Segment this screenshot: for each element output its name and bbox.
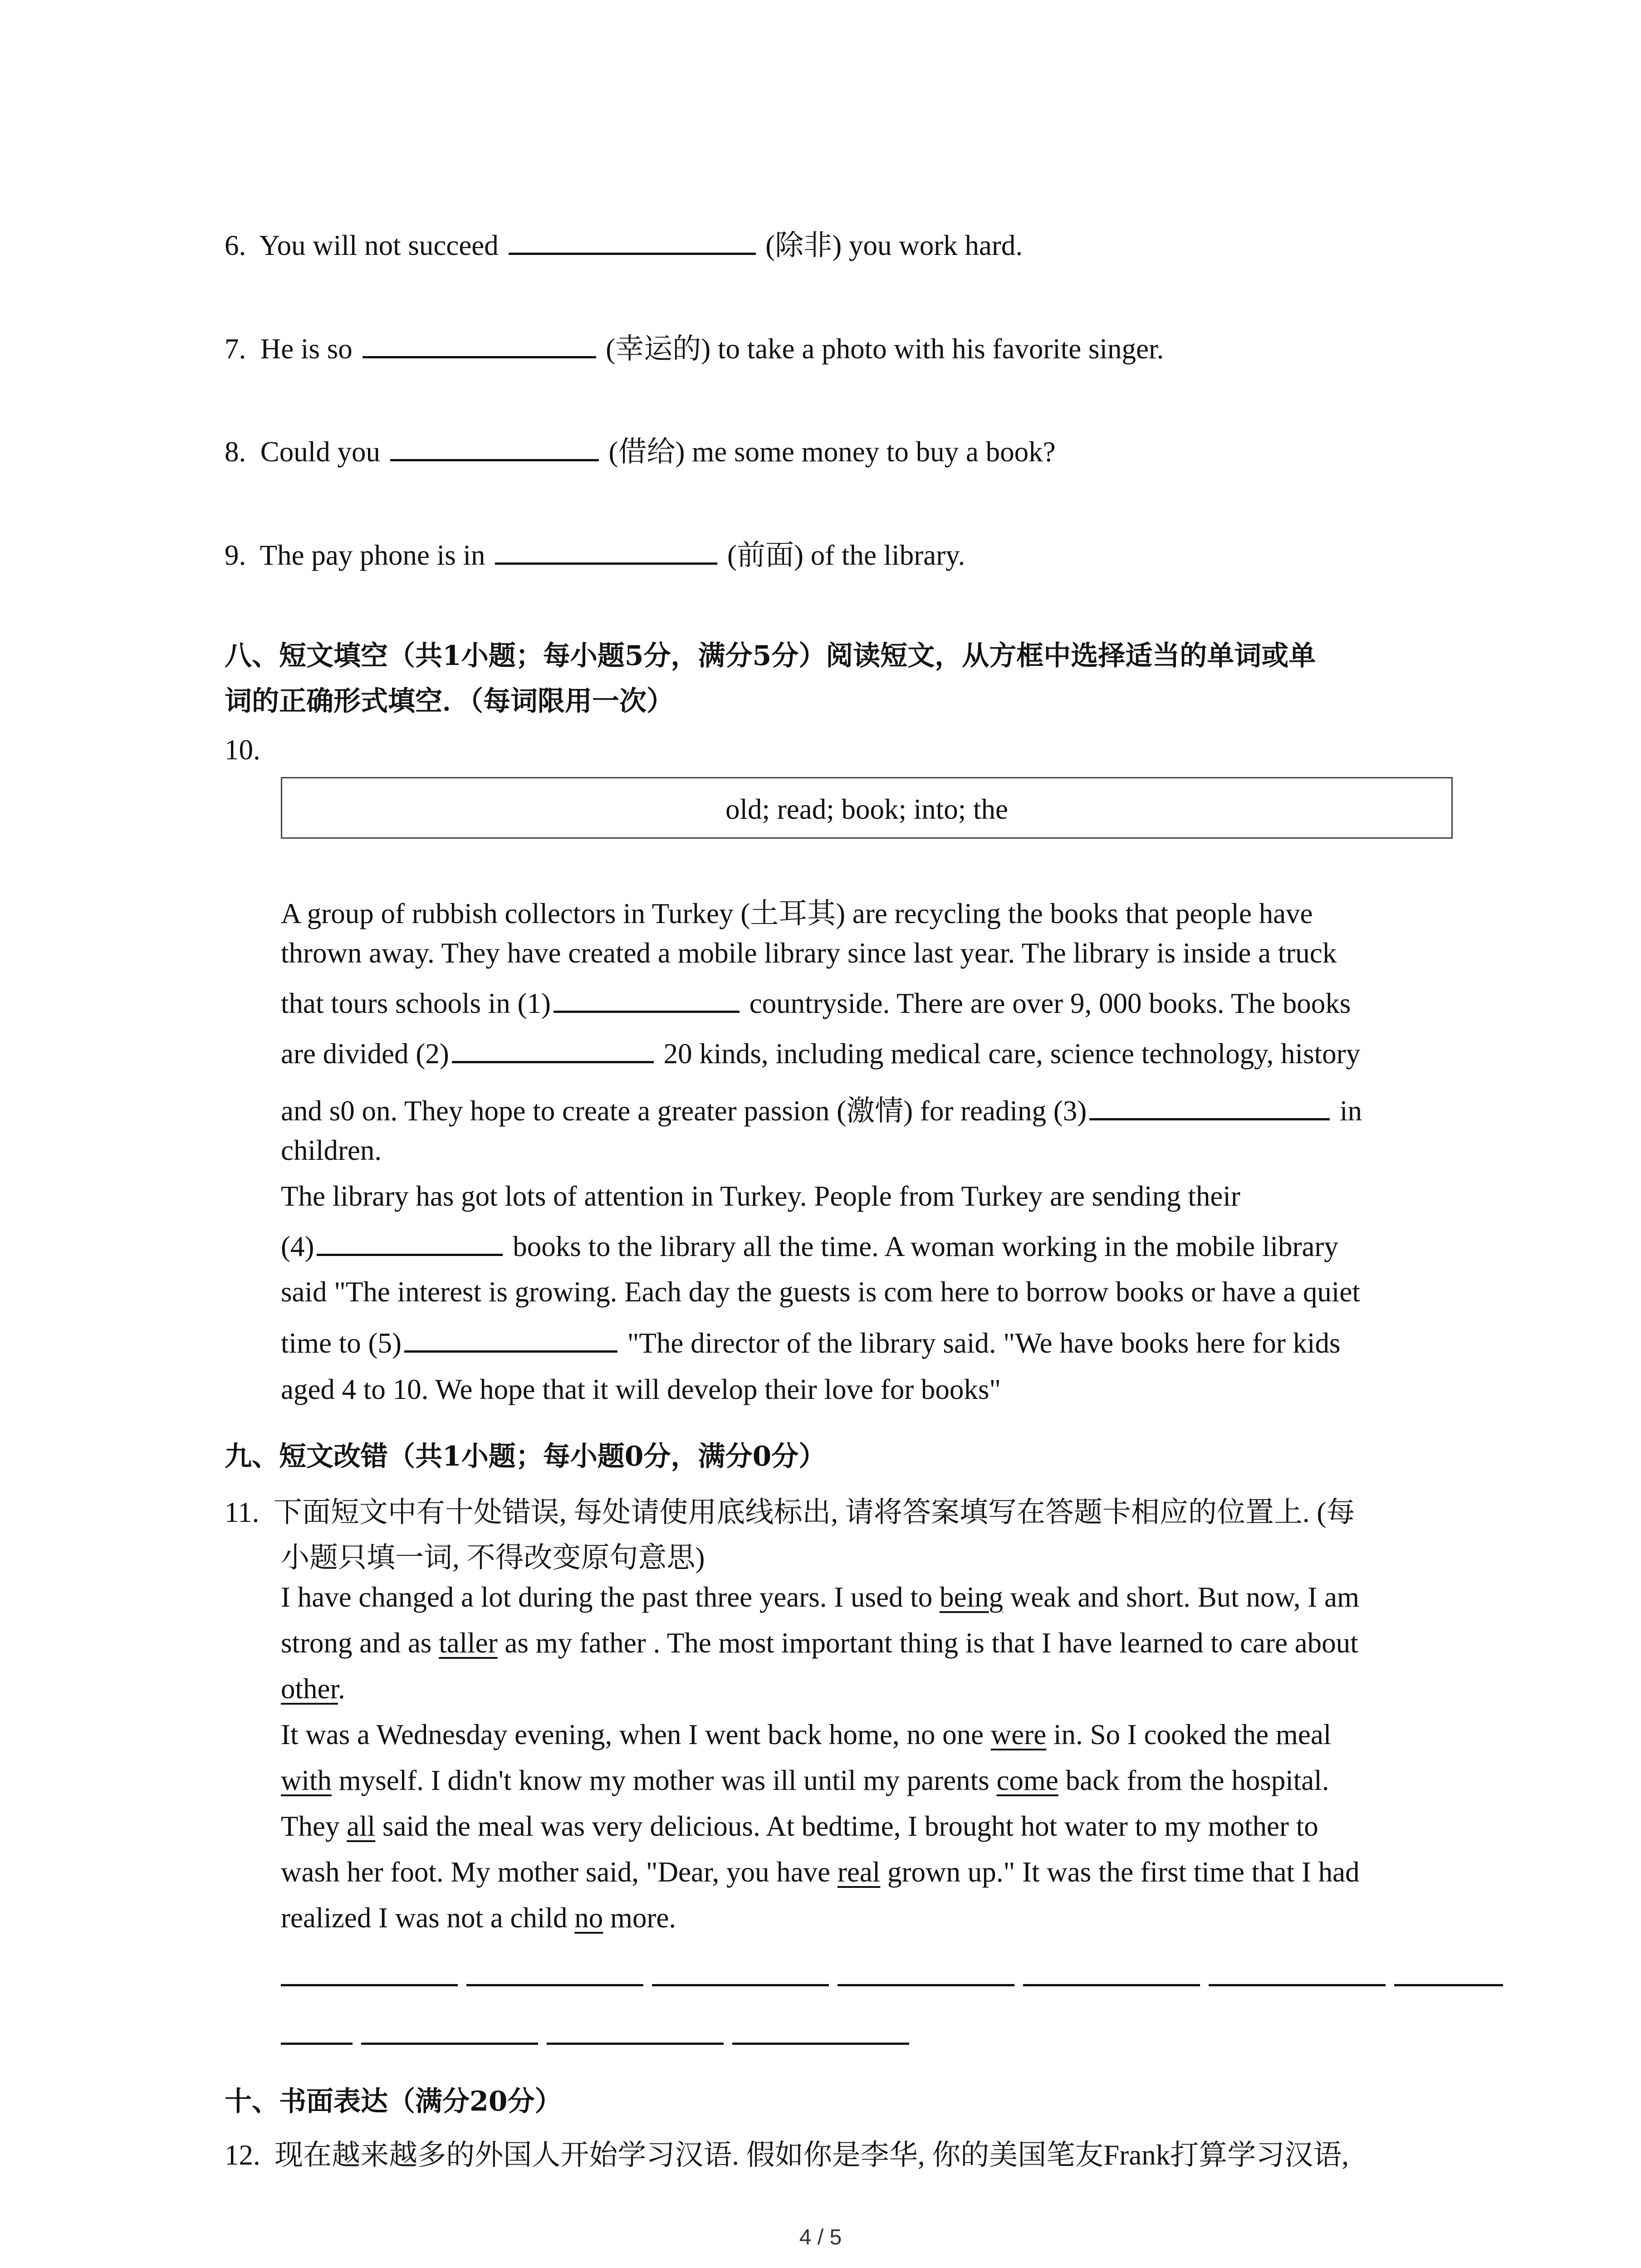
blank-4[interactable]	[317, 1253, 503, 1256]
question-hint: (借给) me some money to buy a book?	[608, 436, 1056, 468]
error-word[interactable]: being	[939, 1581, 1003, 1613]
passage-text: weak and short. But now, I am	[1010, 1581, 1359, 1613]
passage-text: in	[1339, 1095, 1362, 1127]
section-8-heading-cont: 词的正确形式填空．（每词限用一次）	[225, 685, 674, 717]
passage-text: realized I was not a child	[281, 1902, 568, 1934]
answer-blank[interactable]	[390, 459, 599, 461]
blank-5[interactable]	[404, 1350, 617, 1353]
passage-text: that tours schools in (1)	[281, 987, 551, 1019]
passage-line	[281, 1088, 1362, 1129]
passage-text: back from the hospital.	[1065, 1765, 1329, 1796]
error-word[interactable]: with	[281, 1765, 332, 1796]
passage-text: said the meal was very delicious. At bedtime, I brought hot water to my mother to	[382, 1810, 1318, 1842]
passage-line	[281, 1037, 1360, 1070]
passage-text: strong and as	[281, 1627, 432, 1659]
passage-text: grown up." It was the first time that I had	[887, 1856, 1360, 1888]
passage-text: time to (5)	[281, 1327, 402, 1359]
answer-line-5[interactable]	[1023, 1984, 1200, 1986]
passage-text: as my father . The most important thing is that I have learned to care about	[505, 1627, 1358, 1659]
question-text: The pay phone is in	[260, 539, 485, 571]
error-word[interactable]: were	[990, 1719, 1047, 1750]
passage-line	[281, 1764, 1329, 1797]
answer-line-9[interactable]	[547, 2043, 724, 2045]
passage-line	[281, 1810, 1318, 1843]
passage-line	[281, 1672, 345, 1706]
question-instructions-cont: 小题只填一词, 不得改变原句意思)	[281, 1542, 705, 1574]
question-11	[225, 1489, 1355, 1530]
blank-2[interactable]	[452, 1061, 654, 1063]
answer-line-4[interactable]	[838, 1984, 1014, 1986]
question-hint: (前面) of the library.	[727, 539, 965, 571]
question-text: 现在越来越多的外国人开始学习汉语. 假如你是李华, 你的美国笔友Frank打算学习汉语,	[274, 2139, 1349, 2171]
question-7	[225, 326, 1164, 367]
answer-line-2[interactable]	[466, 1984, 643, 1986]
answer-line-8[interactable]	[361, 2043, 538, 2045]
question-number: 8.	[225, 436, 246, 468]
answer-blank[interactable]	[495, 562, 717, 565]
question-number: 11.	[225, 1496, 260, 1528]
passage-line: A group of rubbish collectors in Turkey (土耳其) are recycling the books that people have	[281, 898, 1313, 929]
passage-line: thrown away. They have created a mobile library since last year. The library is inside a truck	[281, 937, 1337, 969]
section-9-heading: 九、短文改错（共1小题；每小题0分，满分0分）	[225, 1441, 826, 1472]
question-number: 6.	[225, 230, 246, 261]
answer-line-1[interactable]	[281, 1984, 458, 1986]
answer-blank[interactable]	[362, 356, 596, 358]
error-word[interactable]: no	[574, 1902, 603, 1934]
passage-line: The library has got lots of attention in Turkey. People from Turkey are sending their	[281, 1180, 1240, 1212]
answer-blank[interactable]	[509, 252, 756, 255]
passage-text: are divided (2)	[281, 1038, 449, 1070]
section-10-heading: 十、书面表达（满分20分）	[225, 2086, 562, 2117]
passage-text: .	[338, 1673, 345, 1705]
answer-line-10[interactable]	[732, 2043, 909, 2045]
passage-line: said "The interest is growing. Each day the guests is com here to borrow books or have a quiet	[281, 1276, 1360, 1308]
question-hint: (除非) you work hard.	[765, 230, 1023, 261]
answer-line-6[interactable]	[1209, 1984, 1386, 1986]
question-text: He is so	[260, 333, 353, 365]
passage-line	[281, 1718, 1331, 1751]
error-word[interactable]: taller	[439, 1627, 498, 1659]
question-text: You will not succeed	[259, 230, 499, 261]
passage-text: in. So I cooked the meal	[1053, 1719, 1332, 1750]
question-number: 10.	[225, 734, 260, 766]
answer-line-3[interactable]	[652, 1984, 829, 1986]
question-hint: (幸运的) to take a photo with his favorite singer.	[606, 333, 1164, 365]
question-number: 12.	[225, 2139, 260, 2171]
passage-text: 20 kinds, including medical care, science technology, history	[663, 1038, 1361, 1070]
blank-1[interactable]	[554, 1010, 740, 1013]
passage-text: (4)	[281, 1231, 314, 1262]
question-number: 9.	[225, 539, 246, 571]
error-word[interactable]: all	[347, 1810, 376, 1842]
error-word[interactable]: other	[281, 1673, 338, 1705]
passage-text: They	[281, 1810, 340, 1842]
blank-3[interactable]	[1089, 1118, 1330, 1120]
passage-line	[281, 1901, 676, 1935]
passage-line: children.	[281, 1134, 382, 1166]
passage-line	[281, 1327, 1341, 1360]
passage-text: "The director of the library said. "We have books here for kids	[627, 1327, 1341, 1359]
question-9	[225, 532, 965, 573]
answer-line-7-cont[interactable]	[281, 2043, 353, 2045]
question-instructions: 下面短文中有十处错误, 每处请使用底线标出, 请将答案填写在答题卡相应的位置上. (每	[273, 1496, 1355, 1528]
passage-line: aged 4 to 10. We hope that it will develop their love for books"	[281, 1374, 1001, 1405]
passage-text: wash her foot. My mother said, "Dear, you have	[281, 1856, 831, 1888]
page-number: 4 / 5	[799, 2225, 842, 2249]
passage-line	[281, 987, 1351, 1020]
question-12	[225, 2132, 1349, 2173]
passage-text: I have changed a lot during the past three years. I used to	[281, 1581, 933, 1613]
passage-text: myself. I didn't know my mother was ill until my parents	[338, 1765, 989, 1796]
section-8-heading: 八、短文填空（共1小题；每小题5分，满分5分）阅读短文，从方框中选择适当的单词或单	[225, 640, 1316, 672]
passage-text: It was a Wednesday evening, when I went back home, no one	[281, 1719, 984, 1750]
question-text: Could you	[260, 436, 381, 468]
error-word[interactable]: real	[837, 1856, 881, 1888]
passage-text: countryside. There are over 9, 000 books. The books	[749, 987, 1351, 1019]
question-8	[225, 429, 1056, 470]
word-box-text: old; read; book; into; the	[725, 793, 1008, 825]
passage-line	[281, 1581, 1359, 1614]
passage-line	[281, 1856, 1360, 1889]
passage-line	[281, 1230, 1338, 1263]
passage-text: and s0 on. They hope to create a greater passion (激情) for reading (3)	[281, 1095, 1087, 1127]
passage-text: more.	[610, 1902, 676, 1934]
error-word[interactable]: come	[996, 1765, 1058, 1796]
passage-text: books to the library all the time. A woman working in the mobile library	[513, 1231, 1338, 1262]
passage-line	[281, 1627, 1358, 1660]
answer-line-7[interactable]	[1394, 1984, 1503, 1986]
question-number: 7.	[225, 333, 246, 365]
word-box	[281, 777, 1453, 839]
question-6	[225, 222, 1023, 264]
